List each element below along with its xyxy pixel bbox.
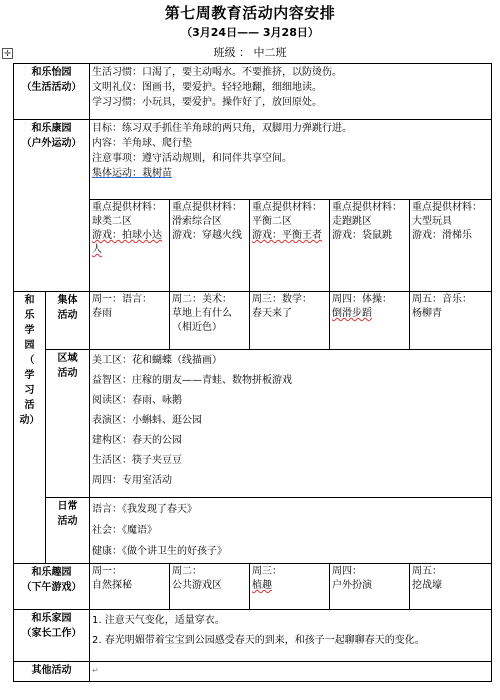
group-day-cell[interactable]: 周五：音乐： 杨柳青	[410, 292, 492, 350]
daily-line: 语言：《我发现了春天》	[92, 504, 197, 515]
equipment-cell[interactable]: 重点提供材料：平衡二区 游戏：平衡王者	[250, 200, 330, 292]
row-fun	[14, 564, 492, 610]
equipment-cell[interactable]: 重点提供材料：滑索综合区 游戏：穿越火线	[170, 200, 250, 292]
fun-day-cell[interactable]: 周二： 公共游戏区	[170, 564, 250, 610]
area-line: 益智区：庄稼的朋友——青蛙、数物拼板游戏	[92, 375, 292, 386]
health-line: 目标：练习双手抓住羊角球的两只角，双脚用力弹跳行进。	[92, 123, 352, 134]
section-home-label: 和乐家园 （家长工作）	[14, 610, 90, 662]
area-line: 阅读区：春雨、咏鹅	[92, 395, 182, 406]
home-line: 1. 注意天气变化，适量穿衣。	[92, 615, 225, 626]
health-line: 内容：羊角球、爬行垫	[92, 138, 192, 149]
row-home	[14, 610, 492, 662]
daily-line: 健康：《做个讲卫生的好孩子》	[92, 546, 227, 557]
section-learning-label: 和 乐 学 园 （ 学 习 活 动）	[14, 292, 46, 564]
life-line: 生活习惯：口渴了，要主动喝水。不要推挤，以防烫伤。	[92, 67, 342, 78]
schedule-table	[13, 63, 492, 682]
row-life	[14, 64, 492, 120]
date-range: （3月24日—— 3月28日）	[181, 26, 319, 39]
area-line: 表演区：小蝌蚪、逛公园	[92, 415, 202, 426]
group-day-cell[interactable]: 周四：体操： 倒滑步蹈	[330, 292, 410, 350]
area-line: 建构区：春天的公园	[92, 435, 182, 446]
life-line: 学习习惯：小玩具，要爱护。操作好了，放回原处。	[92, 97, 322, 108]
section-fun-label: 和乐趣园 （下午游戏）	[14, 564, 90, 610]
daily-activity-content[interactable]	[90, 498, 492, 564]
fun-day-cell[interactable]: 周三： 植趣	[250, 564, 330, 610]
life-content[interactable]	[90, 64, 492, 120]
document-title: 第七周教育活动内容安排	[164, 4, 336, 22]
equipment-cell[interactable]: 重点提供材料：大型玩具 游戏：滑梯乐	[410, 200, 492, 292]
fun-day-cell[interactable]: 周四： 户外扮演	[330, 564, 410, 610]
equipment-cell[interactable]: 重点提供材料：球类二区 游戏：拍球小达人	[90, 200, 170, 292]
health-content[interactable]	[90, 120, 492, 200]
area-line: 生活区：筷子夹豆豆	[92, 455, 182, 466]
section-other-label: 其他活动	[14, 662, 90, 682]
area-activity-label: 区域 活动	[46, 350, 90, 498]
group-day-cell[interactable]: 周一：语言： 春雨	[90, 292, 170, 350]
other-content[interactable]	[90, 662, 492, 682]
paragraph-mark-icon: ↵	[92, 666, 99, 675]
group-activity-label: 集体 活动	[46, 292, 90, 350]
group-day-cell[interactable]: 周三：数学： 春天来了	[250, 292, 330, 350]
home-content[interactable]	[90, 610, 492, 662]
health-line: 注意事项：遵守活动规则，和同伴共享空间。	[92, 153, 292, 164]
area-line: 周四：专用室活动	[92, 475, 172, 486]
table-move-handle-icon[interactable]: ✛	[2, 48, 13, 59]
group-day-cell[interactable]: 周二：美术： 草地上有什么（相近色）	[170, 292, 250, 350]
row-health-goals	[14, 120, 492, 200]
daily-line: 社会：《魔语》	[92, 525, 157, 536]
row-daily-activity	[14, 498, 492, 564]
section-life-label: 和乐怡园 （生活活动）	[14, 64, 90, 120]
life-line: 文明礼仪：图画书，要爱护。轻轻地翻，细细地读。	[92, 82, 322, 93]
row-group-activity	[14, 292, 492, 350]
fun-day-cell[interactable]: 周一： 自然探秘	[90, 564, 170, 610]
area-line: 美工区：花和蝴蝶（线描画）	[92, 355, 222, 366]
home-line: 2. 春光明媚带着宝宝到公园感受春天的到来，和孩子一起聊聊春天的变化。	[92, 635, 425, 646]
fun-day-cell[interactable]: 周五： 挖战壕	[410, 564, 492, 610]
row-other	[14, 662, 492, 682]
equipment-cell[interactable]: 重点提供材料：走跑跳区 游戏：袋鼠跳	[330, 200, 410, 292]
row-area-activity	[14, 350, 492, 498]
section-health-label: 和乐康园 （户外运动）	[14, 120, 90, 292]
class-line: 班级 ： 中二班	[213, 46, 287, 59]
health-line: 集体运动：栽树苗	[92, 168, 172, 179]
daily-activity-label: 日常 活动	[46, 498, 90, 564]
area-activity-content[interactable]	[90, 350, 492, 498]
